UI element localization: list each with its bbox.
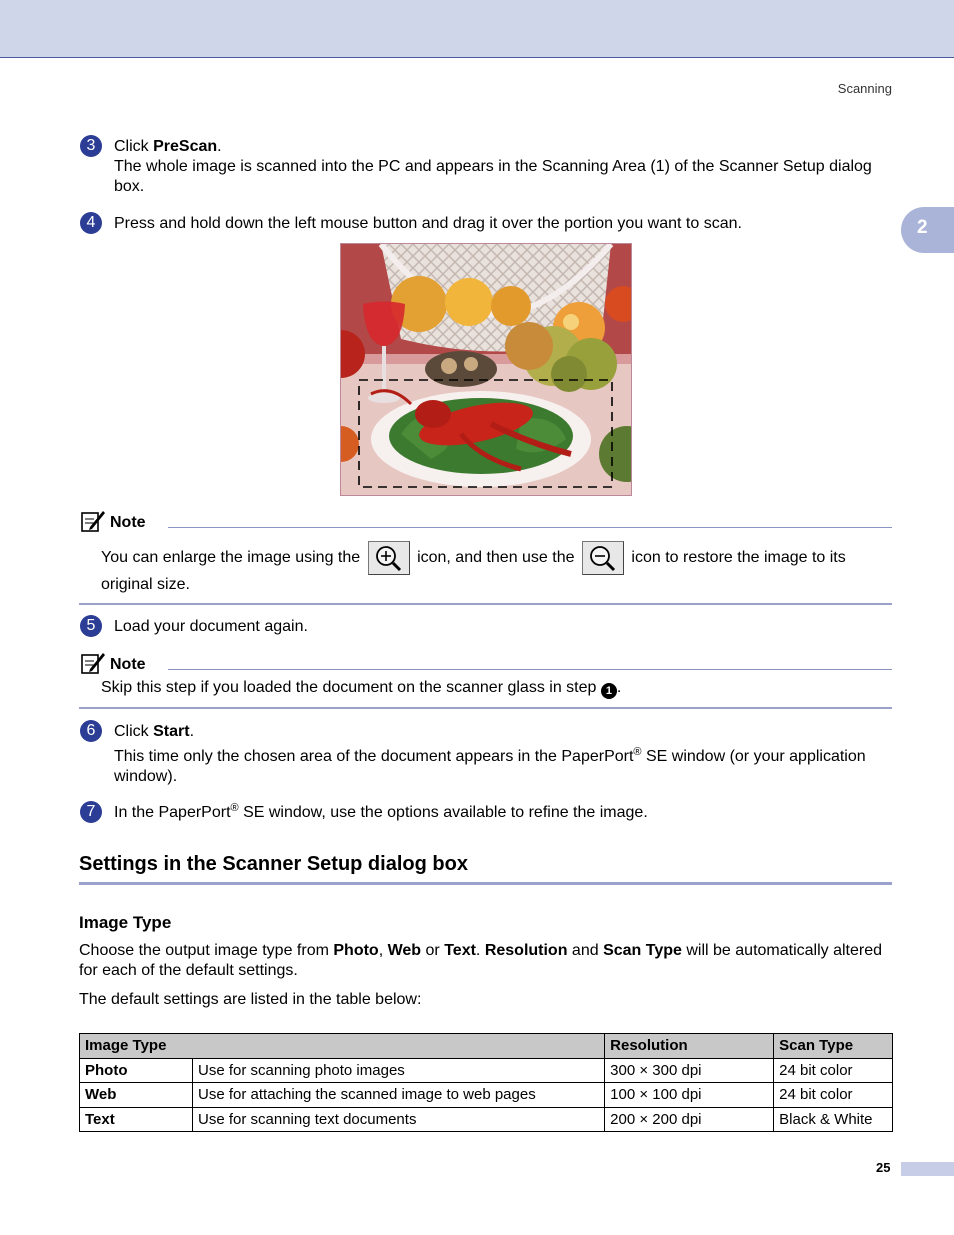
note-1-part4: original size. [101,576,190,593]
registered-mark: ® [633,746,642,758]
header-band [0,0,954,58]
prescan-image-graphic [341,244,632,496]
note-1-label: Note [110,514,146,531]
cell-resolution: 100 × 100 dpi [605,1083,774,1108]
para-bold-resolution: Resolution [484,942,568,959]
zoom-out-icon[interactable] [582,541,624,575]
note-1-bottom-rule [79,603,892,605]
note-2-label: Note [110,656,146,673]
table-header-row [80,1034,893,1059]
para-text: . [475,942,485,959]
table-row [80,1107,893,1132]
step-5-number: 5 [80,615,102,637]
zoom-in-graphic [369,542,409,574]
para-bold-scan-type: Scan Type [603,942,682,959]
step-3-bold: PreScan [153,138,218,155]
para-bold-web: Web [387,942,422,959]
cell-resolution: 300 × 300 dpi [605,1058,774,1083]
cell-scan: 24 bit color [774,1058,893,1083]
note-1-top-rule [168,527,892,528]
running-header: Scanning [837,81,892,96]
page-number: 25 [876,1160,891,1175]
note-2-bottom-rule [79,707,892,709]
cell-scan: 24 bit color [774,1083,893,1108]
step-6-pre: Click [114,723,154,740]
note-2-top-rule [168,669,892,670]
chapter-number: 2 [917,217,928,238]
para-text: will be automatically altered for each of the default settings. [79,942,883,979]
cell-type: Text [80,1107,193,1132]
section-title: Settings in the Scanner Setup dialog box [79,853,468,875]
default-settings-table [79,1033,893,1132]
table-row [80,1058,893,1083]
step-6-detail-post: SE window (or your application window). [114,748,866,785]
step-7-post: SE window, use the options available to refine the image. [238,804,648,821]
para-text: or [421,942,445,959]
zoom-in-icon[interactable] [368,541,410,575]
para-bold-text: Text [444,942,476,959]
step-7-pre: In the PaperPort [114,804,231,821]
footer-band [901,1162,954,1176]
step-6-text [114,722,194,742]
cell-desc: Use for scanning text documents [193,1107,605,1132]
step-ref-badge: 1 [601,683,617,699]
note-2-body [101,678,621,699]
note-2-text: Skip this step if you loaded the document on the scanner glass in step [101,679,597,696]
registered-mark: ® [230,802,239,814]
header-image-type: Image Type [80,1034,605,1059]
note-1-part3: icon to restore the image to its [631,549,846,566]
table-intro: The default settings are listed in the table below: [79,991,422,1008]
image-type-paragraph [79,941,894,981]
step-7-text [114,803,648,823]
note-1-part1: You can enlarge the image using the [101,549,361,566]
step-3-text [114,137,889,157]
step-3-detail: The whole image is scanned into the PC and appears in the Scanning Area (1) of the Scanner Setup dialog box. [114,158,872,195]
step-6-post: . [189,723,195,740]
step-3-number: 3 [80,135,102,157]
step-5-text: Load your document again. [114,618,308,635]
para-text: , [378,942,388,959]
step-6-detail [114,747,884,787]
section-rule [79,882,892,885]
subsection-title: Image Type [79,913,172,932]
para-text: and [567,942,604,959]
step-6-bold: Start [153,723,190,740]
step-7-number: 7 [80,801,102,823]
chapter-tab [901,207,954,253]
note-2-end: . [616,679,622,696]
cell-scan: Black & White [774,1107,893,1132]
step-4-number: 4 [80,212,102,234]
note-1-body [101,540,891,576]
table-row [80,1083,893,1108]
header-resolution: Resolution [605,1034,774,1059]
note-1-part2: icon, and then use the [417,549,575,566]
note-pencil-icon [80,509,106,533]
para-bold-photo: Photo [333,942,379,959]
step-4-text: Press and hold down the left mouse button and drag it over the portion you want to scan. [114,215,742,232]
note-pencil-icon [80,651,106,675]
para-text: Choose the output image type from [79,942,334,959]
zoom-out-graphic [583,542,623,574]
cell-desc: Use for attaching the scanned image to web pages [193,1083,605,1108]
cell-desc: Use for scanning photo images [193,1058,605,1083]
cell-type: Photo [80,1058,193,1083]
prescan-image[interactable] [340,243,632,496]
step-3-post: . [217,138,222,155]
cell-resolution: 200 × 200 dpi [605,1107,774,1132]
step-6-number: 6 [80,720,102,742]
step-6-detail-pre: This time only the chosen area of the document appears in the PaperPort [114,748,634,765]
cell-type: Web [80,1083,193,1108]
step-3-pre: Click [114,138,154,155]
header-scan-type: Scan Type [774,1034,893,1059]
